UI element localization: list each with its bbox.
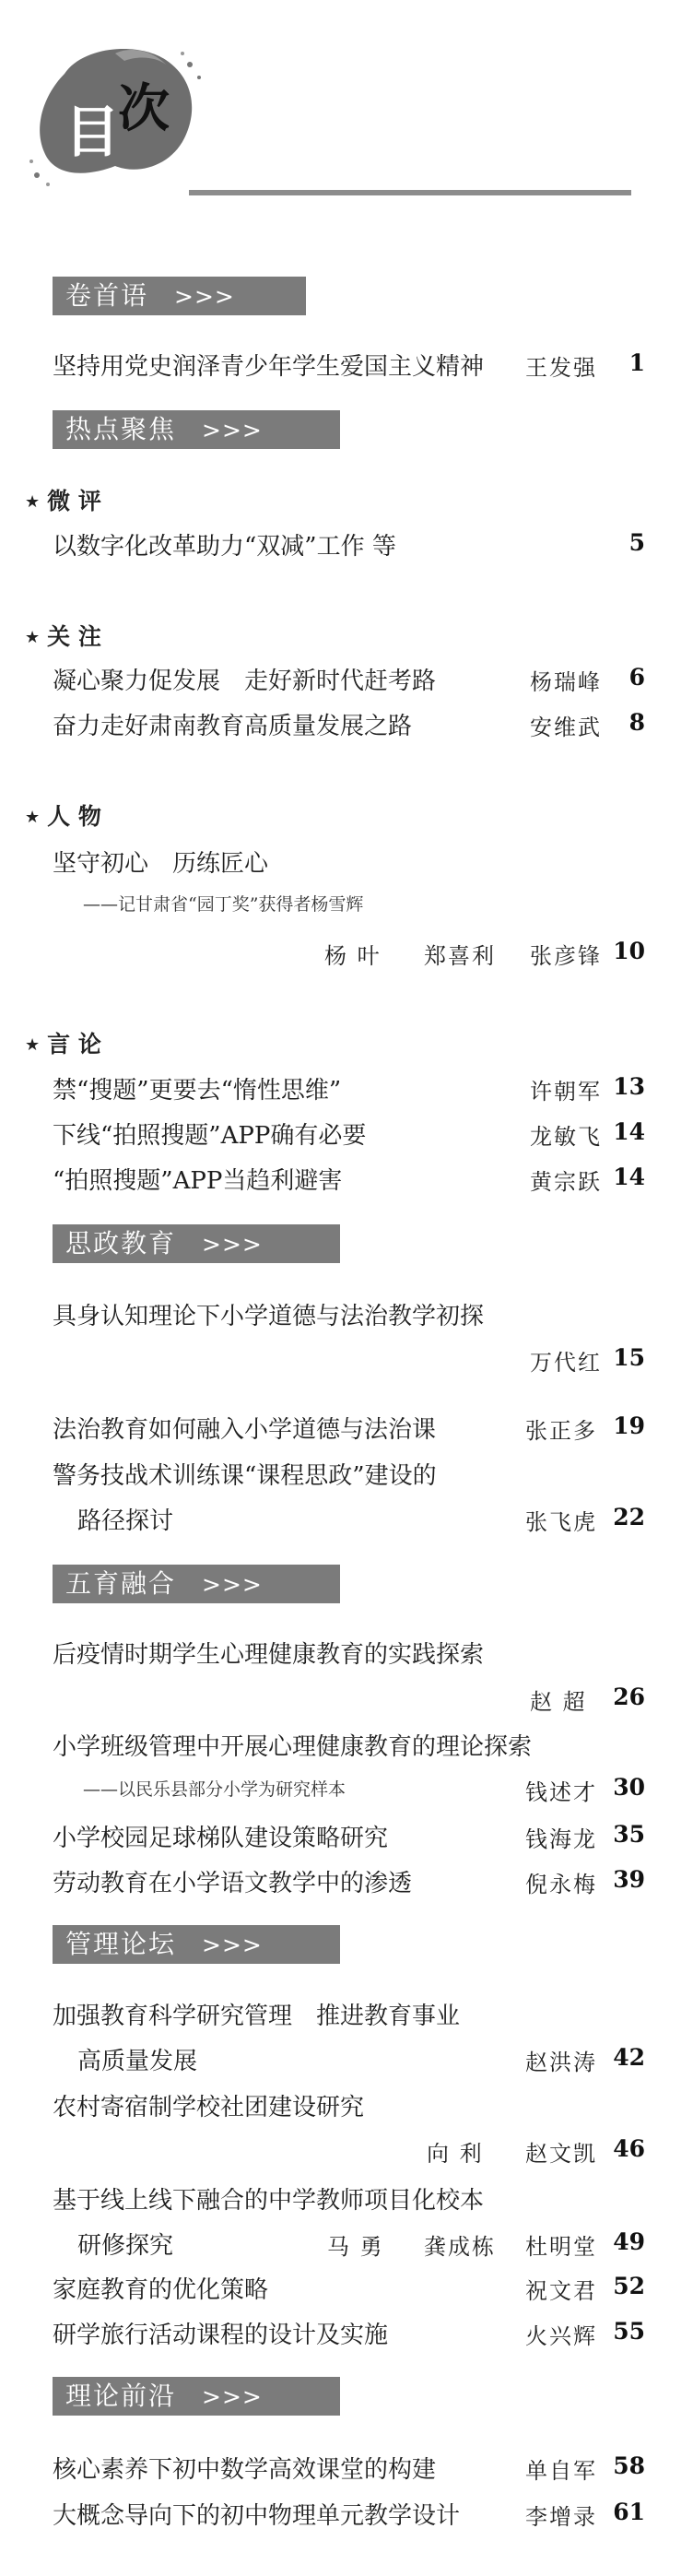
toc-entry-author-1: 杨 叶 xyxy=(324,943,382,969)
toc-entry-title: 小学校园足球梯队建设策略研究 xyxy=(53,1825,389,1852)
toc-entry-author: 安维武 xyxy=(530,715,602,740)
toc-entry-title: 警务技战术训练课“课程思政”建设的 xyxy=(53,1462,437,1490)
toc-entry-page: 39 xyxy=(613,1866,645,1893)
subheading-renwu xyxy=(25,798,101,832)
toc-entry-title: 法治教育如何融入小学道德与法治课 xyxy=(53,1416,437,1444)
toc-entry-page: 19 xyxy=(613,1412,645,1439)
toc-entry-page: 26 xyxy=(613,1684,645,1710)
toc-entry-title: 核心素养下初中数学高效课堂的构建 xyxy=(53,2456,437,2484)
title-char-mu: 目 xyxy=(65,100,120,165)
subheading-guanzhu xyxy=(25,619,101,652)
section-label: 思政教育 xyxy=(65,1228,177,1258)
section-arrows: >>> xyxy=(202,1231,263,1258)
section-label: 理论前沿 xyxy=(65,2381,177,2411)
toc-entry-author: 李增录 xyxy=(525,2504,597,2530)
toc-entry-title: 禁“搜题”更要去“惰性思维” xyxy=(53,1077,342,1105)
toc-entry-title: 大概念导向下的初中物理单元教学设计 xyxy=(53,2502,461,2530)
toc-entry-page: 13 xyxy=(613,1073,645,1100)
star-icon: ★ xyxy=(25,1035,41,1055)
section-bar-sizhengjiaoyu xyxy=(53,1224,340,1263)
toc-entry-title: 农村寄宿制学校社团建设研究 xyxy=(53,2094,365,2121)
toc-entry-page: 10 xyxy=(613,938,645,964)
toc-entry-title: 坚持用党史润泽青少年学生爱国主义精神 xyxy=(53,353,485,381)
title-char-ci: 次 xyxy=(118,79,170,139)
star-icon: ★ xyxy=(25,628,41,647)
toc-entry-title-cont: 高质量发展 xyxy=(77,2048,198,2075)
toc-entry-page: 35 xyxy=(613,1821,645,1848)
subheading-label: 言 论 xyxy=(47,1031,101,1058)
section-bar-lilunqianyan xyxy=(53,2377,340,2416)
toc-entry-title: “拍照搜题”APP当趋利避害 xyxy=(53,1167,343,1195)
toc-entry-author: 王发强 xyxy=(525,355,597,381)
star-icon: ★ xyxy=(25,808,41,827)
title-rule xyxy=(189,190,631,195)
toc-entry-author: 赵洪涛 xyxy=(525,2050,597,2075)
toc-entry-page: 22 xyxy=(613,1504,645,1530)
toc-entry-title: 基于线上线下融合的中学教师项目化校本 xyxy=(53,2187,485,2215)
toc-entry-author-2: 龚成栋 xyxy=(424,2234,496,2260)
toc-entry-author-1: 马 勇 xyxy=(327,2234,384,2260)
subheading-weiping xyxy=(25,483,101,516)
toc-entry-title: 以数字化改革助力“双减”工作 等 xyxy=(53,533,396,561)
subheading-yanlun xyxy=(25,1026,101,1059)
toc-entry-page: 58 xyxy=(613,2452,645,2479)
section-label: 卷首语 xyxy=(65,280,149,311)
toc-entry-title: 奋力走好肃南教育高质量发展之路 xyxy=(53,713,413,740)
toc-entry-title: 坚守初心 历练匠心 xyxy=(53,850,269,878)
toc-entry-author: 倪永梅 xyxy=(525,1872,597,1897)
toc-entry-author-3: 张彦锋 xyxy=(530,943,602,969)
section-bar-juanshouyu xyxy=(53,277,306,315)
section-arrows: >>> xyxy=(202,2383,263,2410)
toc-entry-page: 55 xyxy=(613,2318,645,2345)
toc-entry-author-1: 向 利 xyxy=(427,2141,484,2167)
toc-entry-title: 劳动教育在小学语文教学中的渗透 xyxy=(53,1870,413,1897)
toc-entry-title: 下线“拍照搜题”APP确有必要 xyxy=(53,1122,367,1150)
toc-entry-author: 龙敏飞 xyxy=(530,1124,602,1150)
toc-entry-page: 1 xyxy=(628,349,645,376)
toc-entry-title: 研学旅行活动课程的设计及实施 xyxy=(53,2322,389,2349)
toc-entry-title-cont: 路径探讨 xyxy=(77,1507,174,1535)
toc-entry-author: 黄宗跃 xyxy=(530,1169,602,1195)
toc-entry-page: 15 xyxy=(613,1344,645,1371)
toc-entry-title: 加强教育科学研究管理 推进教育事业 xyxy=(53,2003,461,2030)
toc-entry-page: 5 xyxy=(628,529,645,556)
subheading-label: 人 物 xyxy=(47,803,101,830)
section-arrows: >>> xyxy=(202,1571,263,1598)
section-arrows: >>> xyxy=(202,417,263,443)
toc-entry-author: 钱述才 xyxy=(525,1779,597,1805)
toc-entry-author-3: 杜明堂 xyxy=(525,2234,597,2260)
toc-entry-title: 后疫情时期学生心理健康教育的实践探索 xyxy=(53,1641,485,1669)
section-label: 管理论坛 xyxy=(65,1929,177,1959)
toc-entry-title: 具身认知理论下小学道德与法治教学初探 xyxy=(53,1303,485,1330)
star-icon: ★ xyxy=(25,492,41,512)
toc-entry-note: ——以民乐县部分小学为研究样本 xyxy=(83,1779,346,1800)
toc-entry-page: 61 xyxy=(613,2499,645,2525)
toc-entry-title: 凝心聚力促发展 走好新时代赶考路 xyxy=(53,668,437,695)
toc-entry-page: 42 xyxy=(613,2044,645,2071)
toc-entry-author: 钱海龙 xyxy=(525,1826,597,1852)
toc-entry-note: ——记甘肃省“园丁奖”获得者杨雪辉 xyxy=(83,894,364,915)
toc-entry-page: 8 xyxy=(628,709,645,736)
toc-entry-page: 46 xyxy=(613,2135,645,2162)
toc-entry-author-2: 郑喜利 xyxy=(424,943,496,969)
toc-entry-author: 许朝军 xyxy=(530,1079,602,1105)
toc-entry-page: 14 xyxy=(613,1164,645,1190)
toc-entry-author: 杨瑞峰 xyxy=(530,669,602,695)
toc-entry-page: 49 xyxy=(613,2228,645,2255)
toc-entry-page: 6 xyxy=(628,664,645,691)
toc-entry-author: 赵 超 xyxy=(530,1689,587,1715)
section-bar-redianjujiao xyxy=(53,410,340,449)
section-bar-wuyuronghe xyxy=(53,1565,340,1603)
subheading-label: 微 评 xyxy=(47,488,101,514)
toc-entry-author-2: 赵文凯 xyxy=(525,2141,597,2167)
toc-entry-author: 张飞虎 xyxy=(525,1509,597,1535)
toc-entry-author: 火兴辉 xyxy=(525,2323,597,2349)
toc-entry-author: 祝文君 xyxy=(525,2278,597,2304)
section-bar-guanliluntan xyxy=(53,1925,340,1964)
toc-entry-page: 14 xyxy=(613,1118,645,1145)
toc-entry-author: 单自军 xyxy=(525,2458,597,2484)
subheading-label: 关 注 xyxy=(47,623,101,650)
toc-entry-author: 万代红 xyxy=(530,1350,602,1376)
toc-entry-title: 家庭教育的优化策略 xyxy=(53,2276,269,2304)
toc-entry-author: 张正多 xyxy=(525,1418,597,1444)
section-label: 五育融合 xyxy=(65,1568,177,1599)
toc-entry-title-cont: 研修探究 xyxy=(77,2232,174,2260)
toc-entry-page: 30 xyxy=(613,1774,645,1801)
toc-entry-page: 52 xyxy=(613,2273,645,2299)
toc-entry-title: 小学班级管理中开展心理健康教育的理论探索 xyxy=(53,1733,533,1761)
section-arrows: >>> xyxy=(174,283,235,310)
section-label: 热点聚焦 xyxy=(65,414,177,444)
section-arrows: >>> xyxy=(202,1932,263,1958)
